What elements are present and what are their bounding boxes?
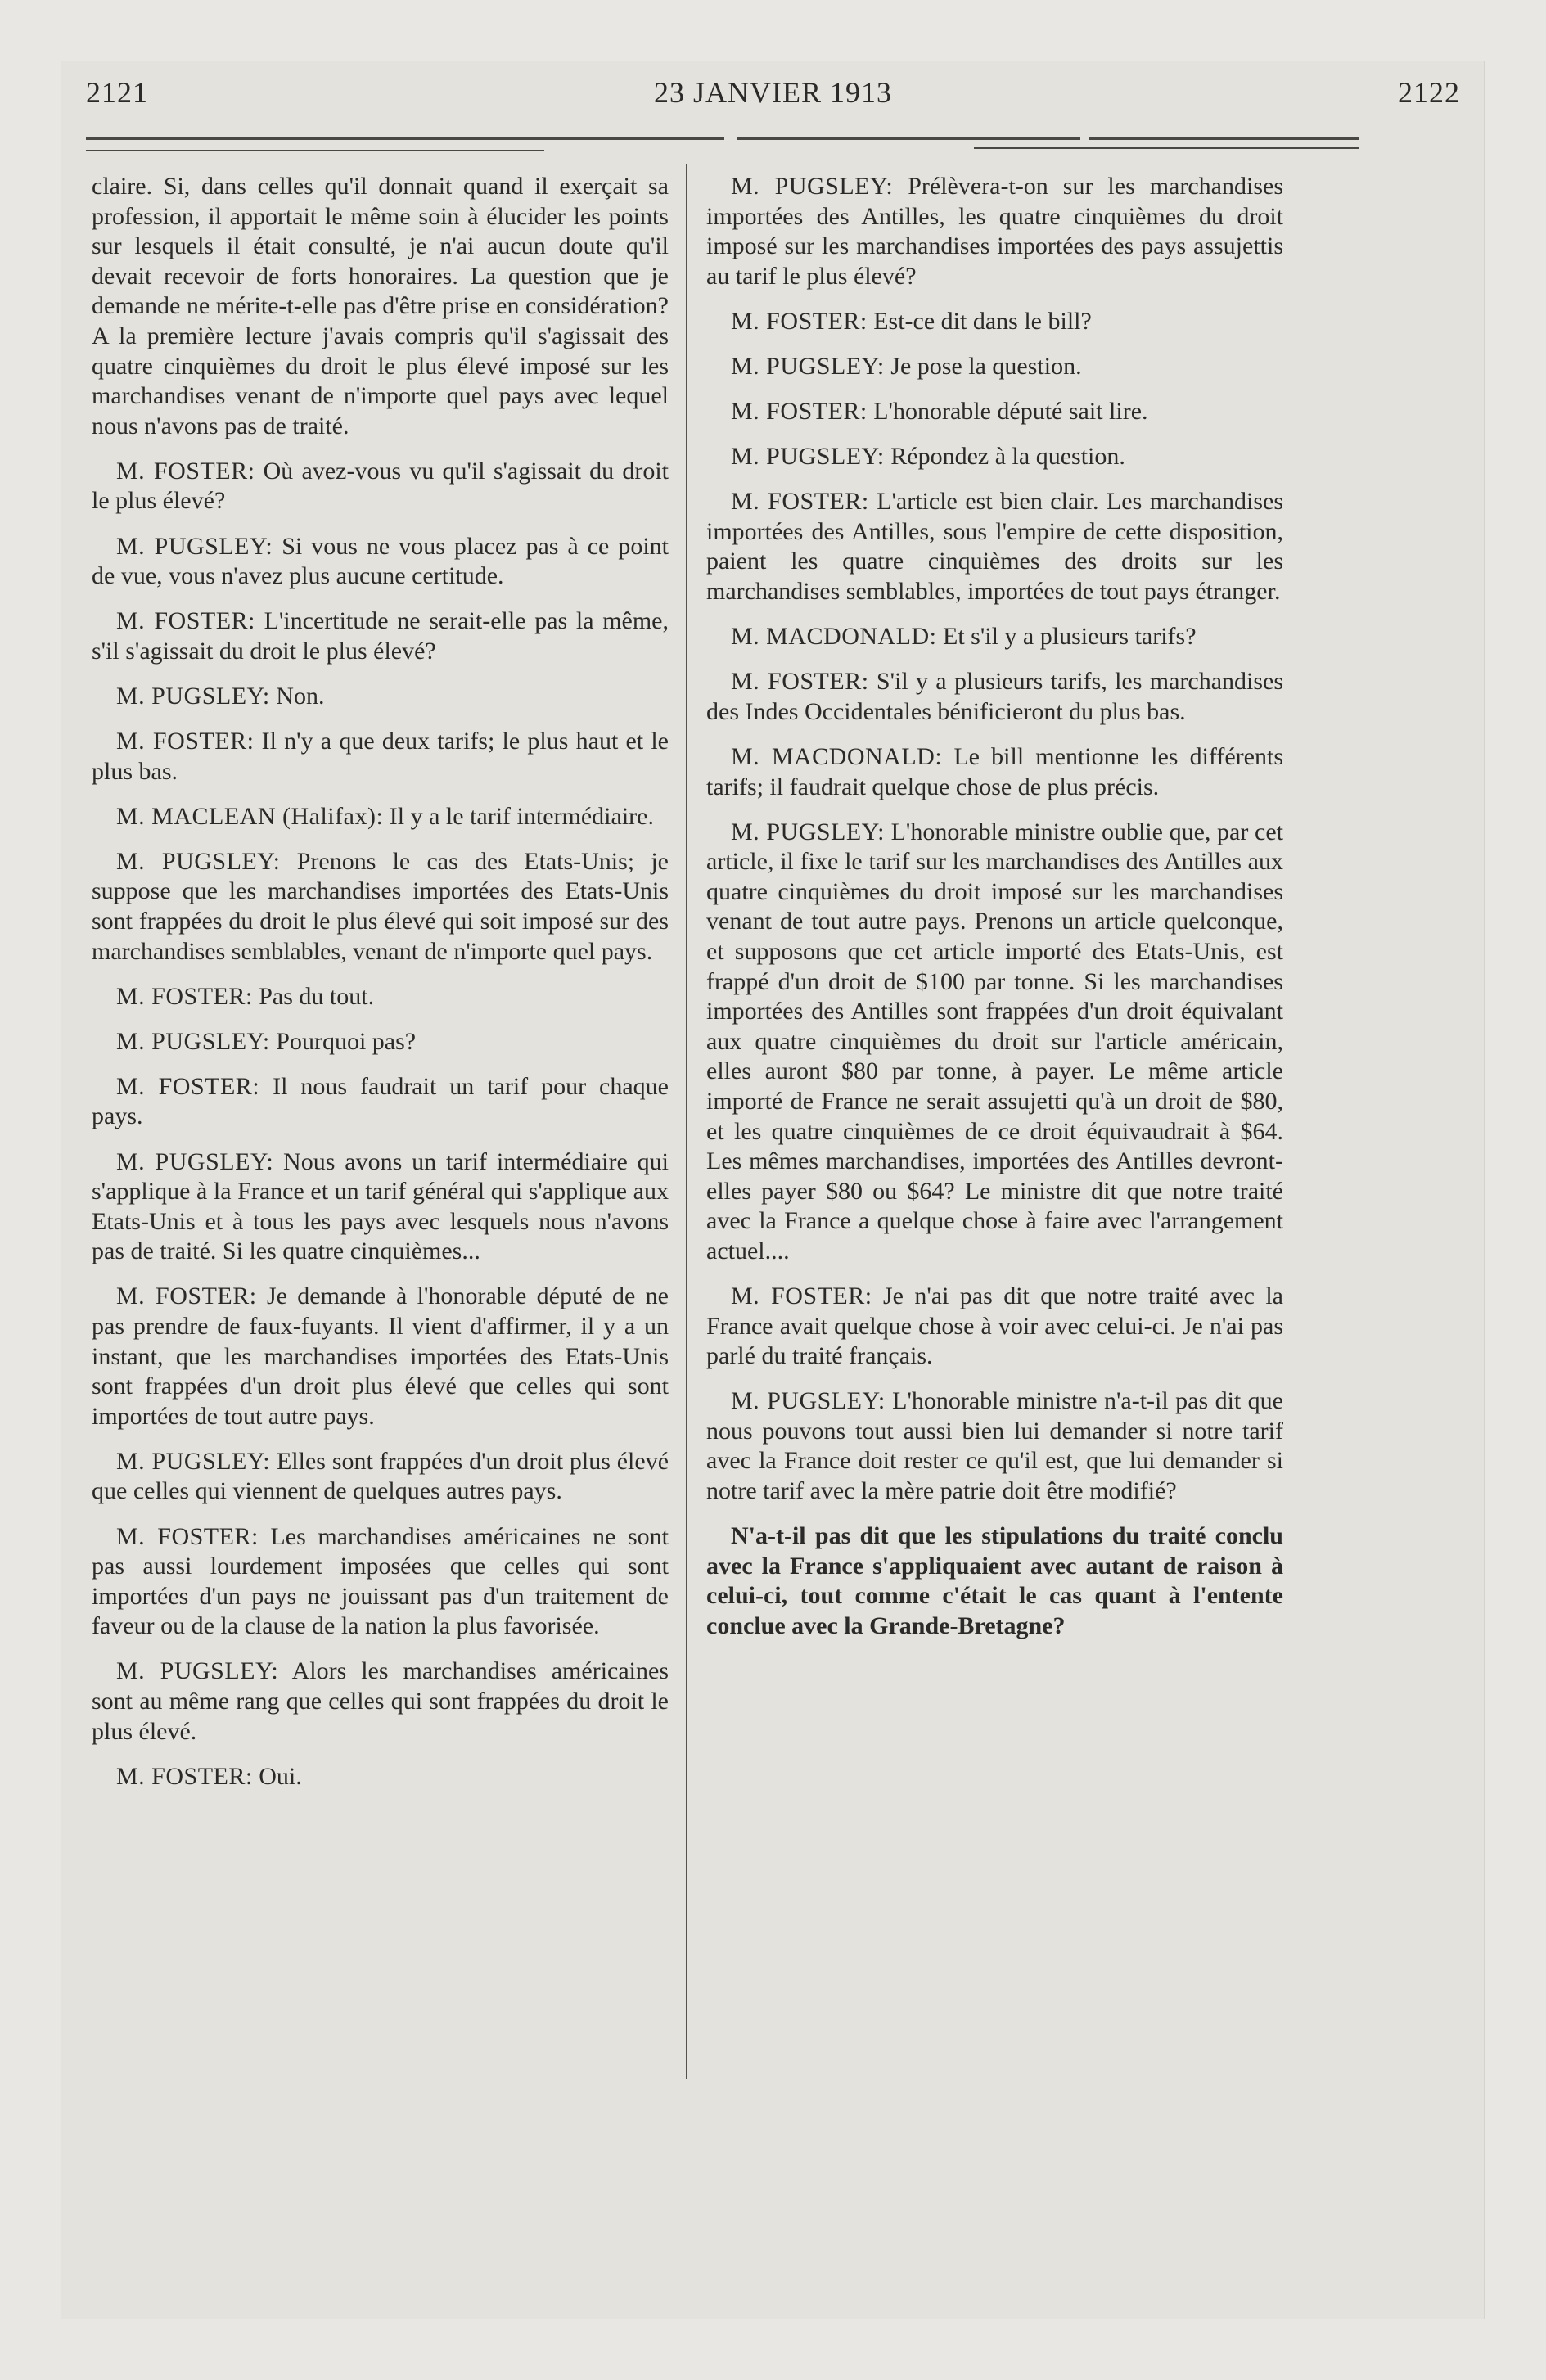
paragraph <box>92 847 669 967</box>
speech-text: L'article est bien clair. Les marchandises importées des Antilles, sous l'empire de cette disposition, paient les quatre cinquièmes des droits sur les marchandises semblables, importées de tout pays étranger. <box>706 488 1284 606</box>
speech-text: Pas du tout. <box>259 982 375 1010</box>
speech-text: L'incertitude ne serait-elle pas la même, s'il s'agissait du droit le plus élevé? <box>92 607 669 665</box>
header-rule <box>86 137 724 140</box>
speaker-name: M. PUGSLEY: <box>116 532 273 560</box>
speech-text: L'honorable ministre n'a-t-il pas dit que nous pouvons tout aussi bien lui demander si notre tarif avec la France doit rester ce qu'il est, que lui demander si notre tarif avec la mère patrie doit être modifié? <box>706 1387 1283 1505</box>
speech-text: Les marchandises américaines ne sont pas aussi lourdement imposées que celles qui sont importées d'un pays ne jouissant pas d'un traitement de faveur ou de la clause de la nation la plus favorisée. <box>92 1522 669 1640</box>
paragraph <box>706 172 1283 291</box>
speaker-name: M. FOSTER: <box>116 1522 259 1550</box>
speaker-name: M. PUGSLEY: <box>731 173 894 200</box>
header-rule-thin <box>974 147 1359 149</box>
page-number-left: 2121 <box>86 76 148 109</box>
header-date: 23 JANVIER 1913 <box>654 76 892 109</box>
speaker-name: M. PUGSLEY: <box>116 847 281 875</box>
paragraph <box>92 802 669 832</box>
speaker-name: M. FOSTER: <box>116 457 255 485</box>
page-header <box>86 75 1460 116</box>
right-column <box>706 172 1283 1657</box>
speech-text: Nous avons un tarif intermédiaire qui s'applique à la France et un tarif général qui s'applique aux Etats-Unis et à tous les pays avec lesquels nous n'avons pas de traité. Si les quatre cinquièmes... <box>92 1147 669 1265</box>
speaker-name: M. PUGSLEY: <box>116 1147 274 1175</box>
speaker-name: M. MACDONALD: <box>731 623 937 651</box>
speaker-name: M. PUGSLEY: <box>116 1657 279 1685</box>
left-column <box>92 172 669 1807</box>
speech-text: claire. Si, dans celles qu'il donnait quand il exerçait sa profession, il apportait le même soin à élucider les points sur lesquels il était consulté, je n'ai aucun doute qu'il devait recevoir de forts honoraires. La question que je demande ne mérite-t-elle pas d'être prise en considération? A la première lecture j'avais compris qu'il s'agissait des quatre cinquièmes du droit le plus élevé imposé sur les marchandises venant de n'importe quel pays avec lequel nous n'avons pas de traité. <box>92 173 669 439</box>
paragraph <box>706 352 1283 382</box>
paragraph <box>92 172 669 441</box>
speaker-name: M. PUGSLEY: <box>116 1027 270 1055</box>
paragraph <box>92 1282 669 1431</box>
paragraph <box>92 1522 669 1642</box>
speech-text: S'il y a plusieurs tarifs, les marchandises des Indes Occidentales bénificieront du plus bas. <box>706 668 1284 725</box>
speaker-name: M. FOSTER: <box>116 728 255 755</box>
header-rule <box>1089 137 1359 140</box>
speaker-name: M. PUGSLEY: <box>731 818 885 845</box>
speech-text: Il n'y a que deux tarifs; le plus haut et le plus bas. <box>92 728 669 785</box>
paragraph <box>706 1282 1283 1372</box>
paragraph <box>92 457 669 516</box>
paragraph <box>706 1386 1283 1506</box>
paragraph <box>92 532 669 592</box>
speech-text: Je n'ai pas dit que notre traité avec la France avait quelque chose à voir avec celui-ci. Je n'ai pas parlé du traité français. <box>706 1282 1283 1370</box>
paragraph <box>92 982 669 1012</box>
speaker-name: M. MACDONALD: <box>731 742 943 770</box>
speech-text: Est-ce dit dans le bill? <box>873 307 1092 335</box>
speech-text: Non. <box>276 682 325 710</box>
header-rule-thin <box>86 150 544 151</box>
paragraph <box>706 397 1283 427</box>
paragraph <box>706 667 1283 727</box>
speaker-name: M. PUGSLEY: <box>731 1387 886 1415</box>
speaker-name: M. PUGSLEY: <box>731 352 885 380</box>
speech-text: Prenons le cas des Etats-Unis; je suppose que les marchandises importées des Etats-Unis sont frappées du droit le plus élevé qui soit imposé sur des marchandises semblables, venant de n'importe quel pays. <box>92 847 669 965</box>
speech-text: Où avez-vous vu qu'il s'agissait du droit le plus élevé? <box>92 457 669 515</box>
paragraph <box>706 622 1283 652</box>
speaker-name: M. FOSTER: <box>116 1282 257 1310</box>
speaker-name: M. FOSTER: <box>731 398 868 426</box>
paragraph <box>92 682 669 712</box>
speech-text: Pourquoi pas? <box>276 1027 417 1055</box>
paragraph <box>706 307 1283 337</box>
paragraph <box>706 818 1283 1267</box>
speaker-name: M. PUGSLEY: <box>116 1447 271 1475</box>
speech-text: Alors les marchandises américaines sont au même rang que celles qui sont frappées du droit le plus élevé. <box>92 1657 669 1745</box>
speech-text: Il y a le tarif intermédiaire. <box>389 802 654 830</box>
speech-text: Prélèvera-t-on sur les marchandises importées des Antilles, les quatre cinquièmes du droit imposé sur les marchandises importées des pays assujettis au tarif le plus élevé? <box>706 173 1283 290</box>
speaker-name: M. PUGSLEY: <box>116 682 270 710</box>
paragraph <box>706 442 1283 472</box>
speaker-name: M. FOSTER: <box>116 982 253 1010</box>
speech-text: Le bill mentionne les différents tarifs; il faudrait quelque chose de plus précis. <box>706 742 1284 800</box>
speaker-name: M. FOSTER: <box>116 607 255 635</box>
speech-text: Si vous ne vous placez pas à ce point de vue, vous n'avez plus aucune certitude. <box>92 532 669 590</box>
paragraph <box>706 487 1283 606</box>
paragraph <box>92 1027 669 1057</box>
speech-text: N'a-t-il pas dit que les stipulations du traité conclu avec la France s'appliquaient avec autant de raison à celui-ci, tout comme c'était le cas quant à l'entente conclue avec la Grande-Bretagne? <box>706 1522 1283 1639</box>
speaker-name: M. FOSTER: <box>116 1762 253 1790</box>
page-number-right: 2122 <box>1398 76 1460 109</box>
speaker-name: M. PUGSLEY: <box>731 443 885 471</box>
paragraph <box>92 1657 669 1747</box>
speaker-name: M. FOSTER: <box>116 1072 260 1100</box>
paragraph <box>92 606 669 666</box>
speaker-name: M. FOSTER: <box>731 1282 872 1309</box>
speaker-name: M. FOSTER: <box>731 668 869 696</box>
speech-text: Et s'il y a plusieurs tarifs? <box>943 623 1197 651</box>
speech-text: Je demande à l'honorable député de ne pas prendre de faux-fuyants. Il vient d'affirmer, il y a un instant, que les marchandises importées des Etats-Unis sont frappées d'un droit plus élevé que celles qui sont importées de tout autre pays. <box>92 1282 669 1430</box>
speech-text: L'honorable député sait lire. <box>873 398 1148 426</box>
speaker-name: M. MACLEAN (Halifax): <box>116 802 384 830</box>
paragraph <box>92 1147 669 1267</box>
header-rule <box>737 137 1080 140</box>
speech-text: Il nous faudrait un tarif pour chaque pays. <box>92 1072 669 1130</box>
paragraph <box>92 1072 669 1132</box>
paragraph <box>706 1521 1283 1641</box>
speaker-name: M. FOSTER: <box>731 488 869 516</box>
speech-text: Je pose la question. <box>890 352 1082 380</box>
speaker-name: M. FOSTER: <box>731 307 868 335</box>
paragraph <box>92 727 669 787</box>
paragraph <box>92 1447 669 1507</box>
column-divider <box>686 164 687 2079</box>
speech-text: Elles sont frappées d'un droit plus élevé que celles qui viennent de quelques autres pays. <box>92 1447 669 1505</box>
speech-text: Répondez à la question. <box>890 443 1125 471</box>
speech-text: L'honorable ministre oublie que, par cet article, il fixe le tarif sur les marchandises des Antilles aux quatre cinquièmes du droit imposé sur les marchandises venant de tout autre pays. Prenons un article quelconque, et supposons que cet article importé des Etats-Unis, est frappé d'un droit de $100 par tonne. Si les marchandises importées des Antilles sont frappées d'un droit équivalant aux quatre cinquièmes du droit sur l'article américain, elles auront $80 par tonne, à payer. Le même article importé de France ne serait assujetti qu'à un droit de $80, et les quatre cinquièmes de ce droit équivaudrait à $64. Les mêmes marchandises, importées des Antilles devront-elles payer $80 ou $64? Le ministre dit que notre traité avec la France a quelque chose à faire avec l'arrangement actuel.... <box>706 818 1283 1264</box>
paragraph <box>706 742 1283 802</box>
speech-text: Oui. <box>259 1762 302 1790</box>
paragraph <box>92 1762 669 1792</box>
